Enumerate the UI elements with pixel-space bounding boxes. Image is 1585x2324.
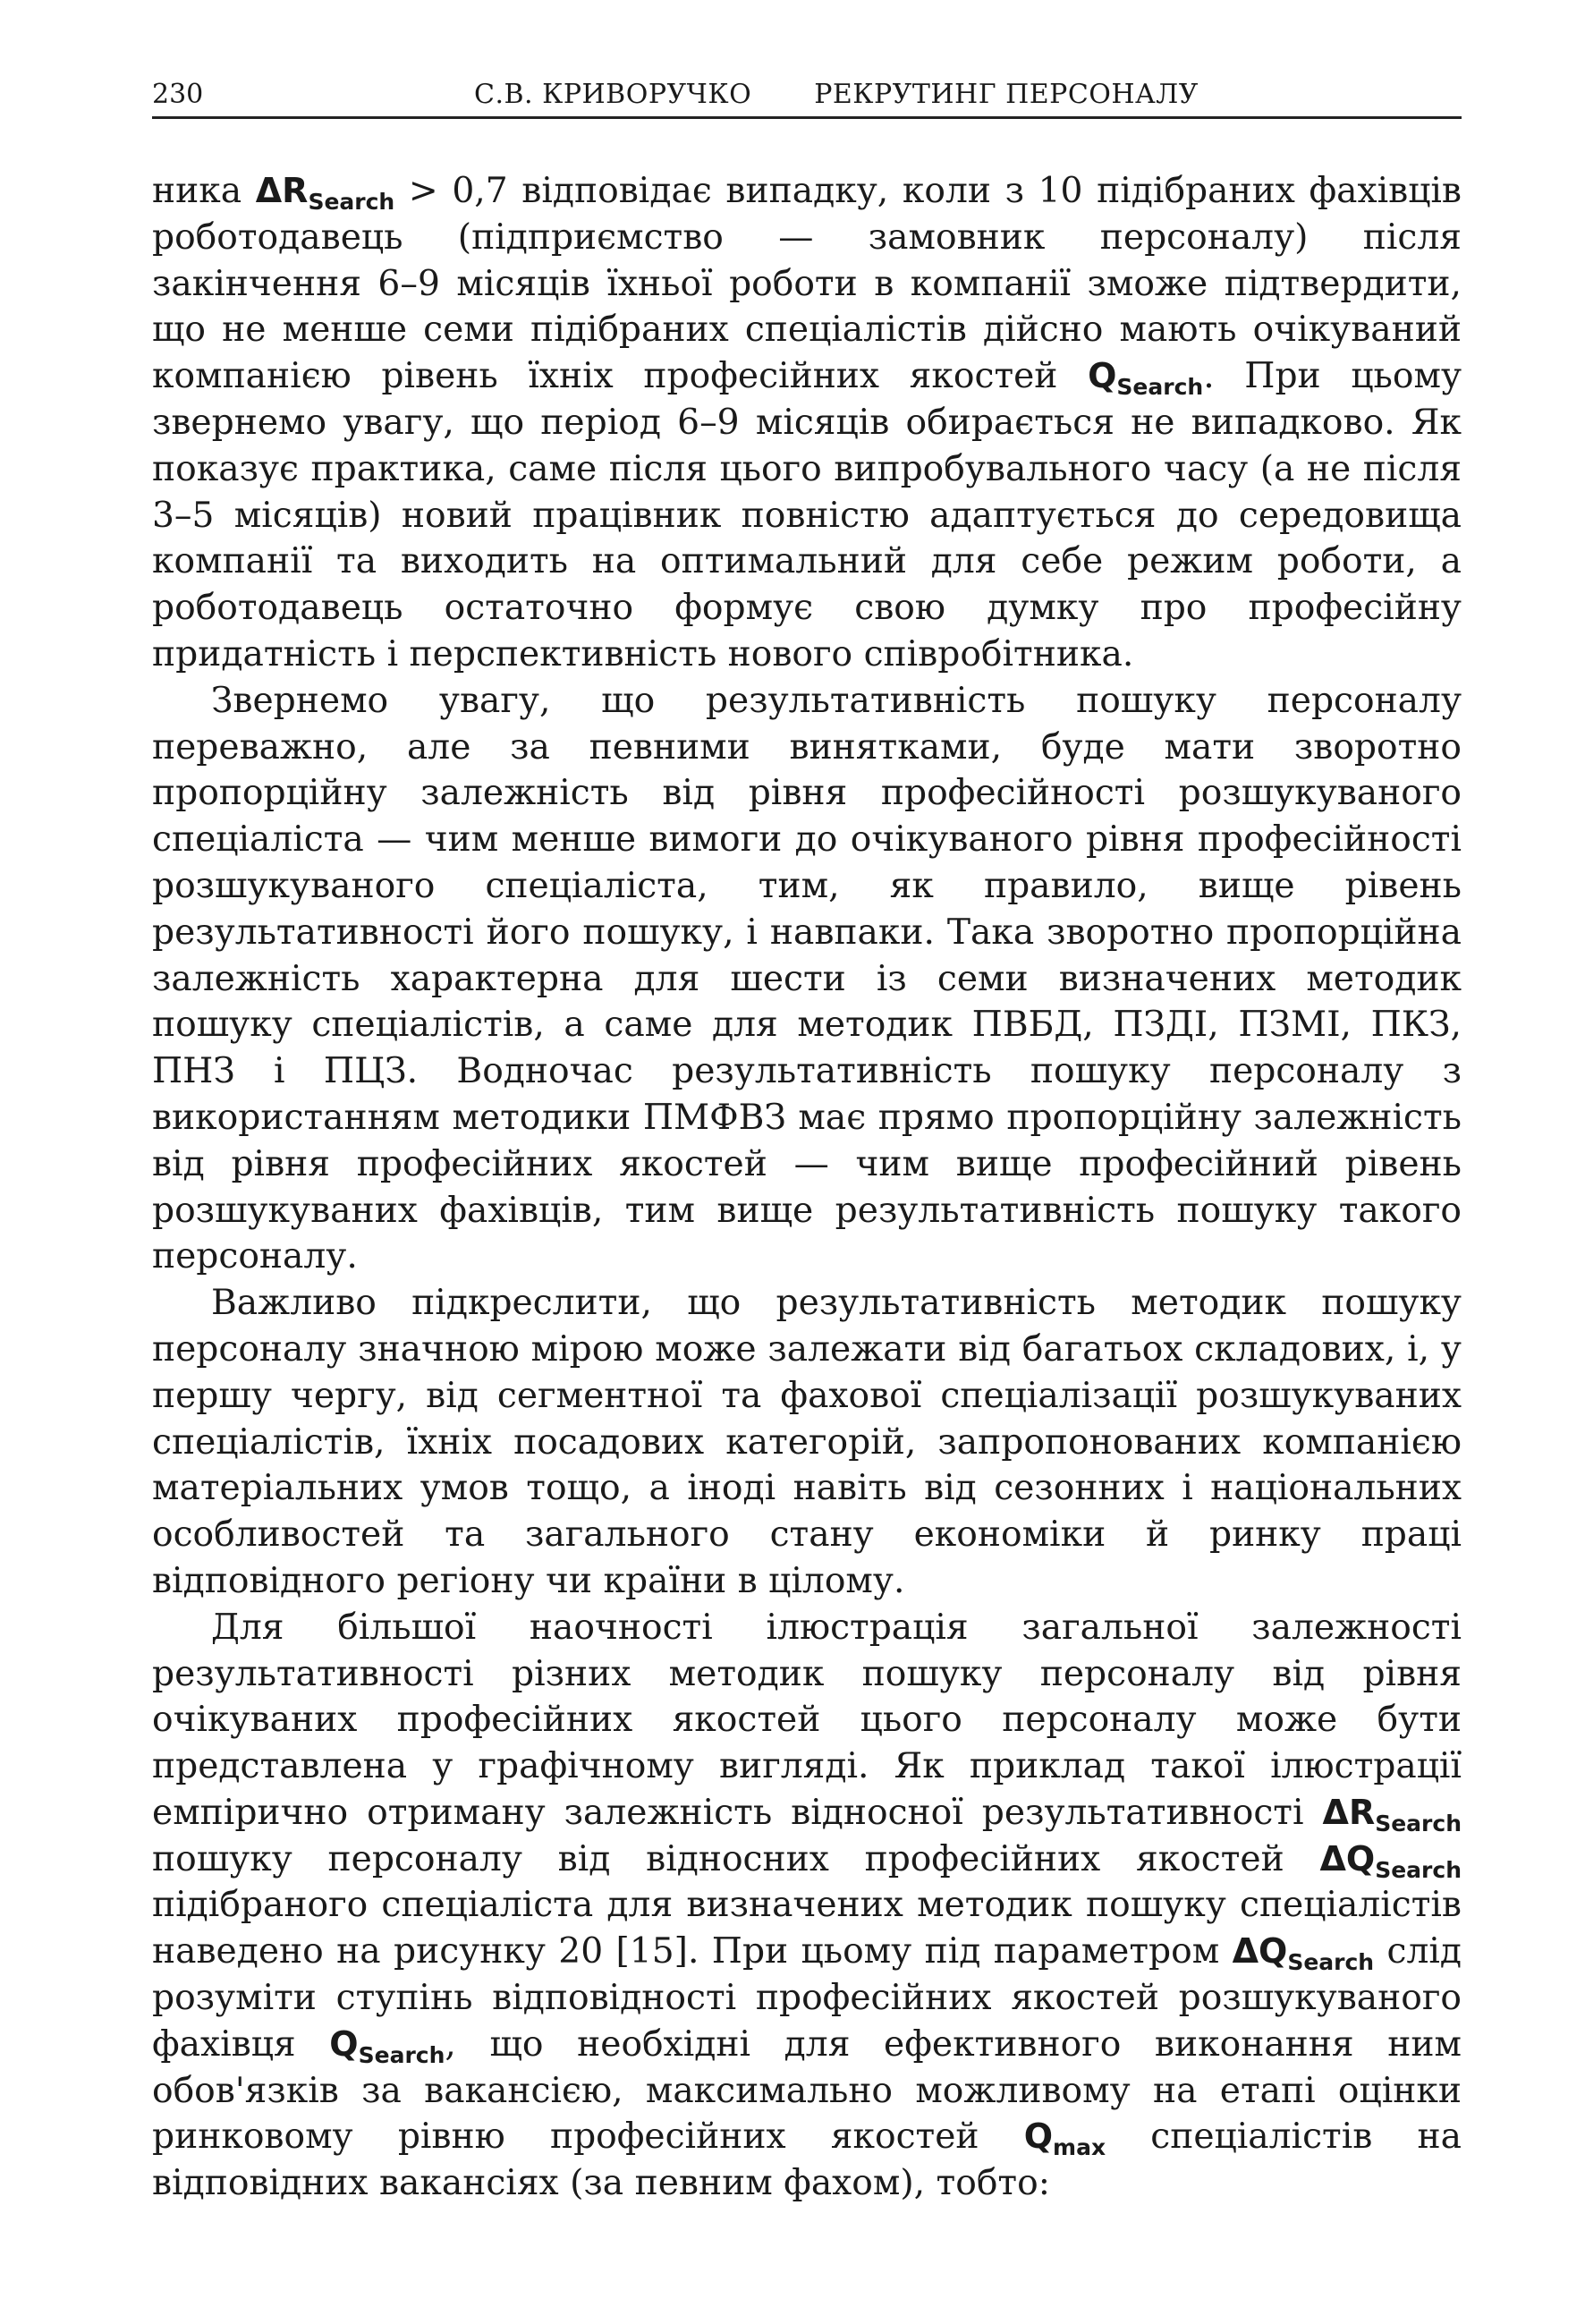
symbol-q-max: $Q_{max}$	[1023, 2116, 1106, 2161]
symbol-delta-r-search: $\Delta R_{Search}$	[1322, 1792, 1462, 1836]
paragraph-4	[152, 1605, 1462, 2207]
symbol-delta-q-search: $\Delta Q_{Search}$	[1232, 1931, 1375, 1976]
text-run: > 0,7 відповідає випадку, коли з 10 підібраних фахівців роботодавець (підприємство — замовник персоналу) після закінчення 6–9 місяців їхньої роботи в компанії зможе підтвердити, що не менше семи підібраних спеціалістів дійсно мають очікуваний компанією рівень їхніх професійних якостей	[152, 171, 1462, 397]
text-run: ника	[152, 171, 256, 211]
symbol-delta-r-search: $\Delta R_{Search}$	[255, 171, 395, 215]
body-text	[152, 168, 1462, 2207]
running-head-author: С.В. КРИВОРУЧКО	[474, 79, 752, 110]
paragraph-1	[152, 168, 1462, 678]
page-number: 230	[152, 79, 204, 110]
paragraph-3: Важливо підкреслити, що результативність методик пошуку персоналу значною мірою може залежати від багатьох складових, і, у першу чергу, від сегментної та фахової спеціалізації розшукуваних спеціалістів, їхніх посадових категорій, запропонованих компанією матеріальних умов тощо, а іноді навіть від сезонних і національних особливостей та загального стану економіки й ринку праці відповідного регіону чи країни в цілому.	[152, 1283, 1462, 1601]
text-run: слід розуміти ступінь відповідності професійних якостей розшукуваного фахівця	[152, 1931, 1462, 2065]
text-run: Для більшої наочності ілюстрація загальної залежності результативності різних методик пошуку персоналу від рівня очікуваних професійних якостей цього персоналу може бути представлена у графічному вигляді. Як приклад такої ілюстрації емпірично отриману залежність відносної результативності	[152, 1607, 1462, 1833]
text-run: підібраного спеціаліста для визначених методик пошуку спеціалістів наведено на рисунку 20 [15]. При цьому під параметром	[152, 1885, 1462, 1972]
symbol-q-search: $Q_{Search}$	[329, 2023, 445, 2068]
text-run: спеціалістів на відповідних вакансіях (за певним фахом), тобто:	[152, 2116, 1462, 2204]
text-run: , що необхідні для ефективного виконання ним обов'язків за вакансією, максимально можливому на етапі оцінки ринковому рівню професійних якостей	[152, 2023, 1462, 2158]
paragraph-2: Звернемо увагу, що результативність пошуку персоналу переважно, але за певними винятками, буде мати зворотно пропорційну залежність від рівня професійності розшукуваного спеціаліста — чим менше вимоги до очікуваного рівня професійності розшукуваного спеціаліста, тим, як правило, вище рівень результативності його пошуку, і навпаки. Така зворотно пропорційна залежність характерна для шести із семи визначених методик пошуку спеціалістів, а саме для методик ПВБД, ПЗДІ, ПЗМІ, ПКЗ, ПНЗ і ПЦЗ. Водночас результативність пошуку персоналу з використанням методики ПМФВЗ має прямо пропорційну залежність від рівня професійних якостей — чим вище професійний рівень розшукуваних фахівців, тим вище результативність пошуку такого персоналу.	[152, 680, 1462, 1277]
page-header	[152, 73, 1462, 119]
symbol-q-search: $Q_{Search}$	[1088, 356, 1204, 401]
text-run: пошуку персоналу від відносних професійних якостей	[152, 1838, 1320, 1879]
running-head-title: РЕКРУТИНГ ПЕРСОНАЛУ	[814, 79, 1199, 110]
symbol-delta-q-search: $\Delta Q_{Search}$	[1319, 1838, 1462, 1883]
text-run: . При цьому звернемо увагу, що період 6–9 місяців обирається не випадково. Як показує практика, саме після цього випробувального часу (а не після 3–5 місяців) новий працівник повністю адаптується до середовища компанії та виходить на оптимальний для себе режим роботи, а роботодавець остаточно формує свою думку про професійну придатність і перспективність нового співробітника.	[152, 356, 1462, 674]
running-head	[474, 79, 1199, 110]
